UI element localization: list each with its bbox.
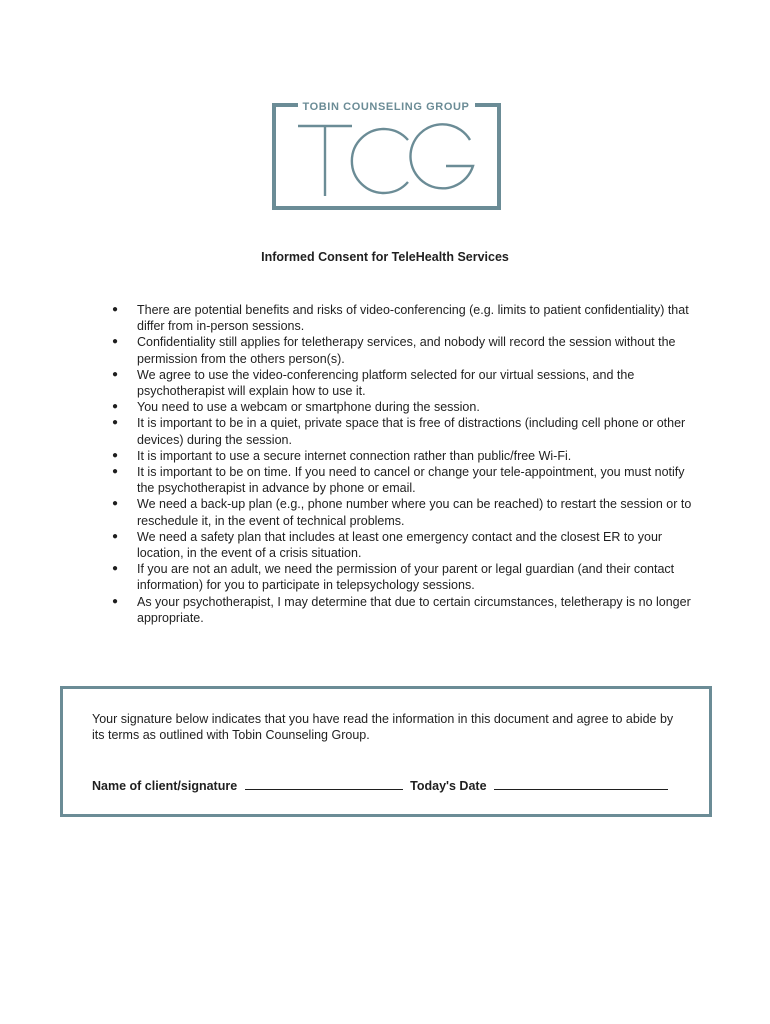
bullet-text: Confidentiality still applies for teletherapy services, and nobody will record the session without the permission from the others person(s). xyxy=(137,335,676,366)
consent-bullet-item xyxy=(112,594,692,626)
bullet-dot-icon: ● xyxy=(112,530,119,542)
bullet-text: We agree to use the video-conferencing platform selected for our virtual sessions, and the psychotherapist will explain how to use it. xyxy=(137,367,635,399)
consent-bullet-item xyxy=(112,334,692,366)
bullet-text: As your psychotherapist, I may determine that due to certain circumstances, teletherapy is no longer appropriate. xyxy=(137,594,691,625)
bullet-dot-icon: ● xyxy=(112,563,119,575)
document-title: Informed Consent for TeleHealth Services xyxy=(261,250,509,264)
tcg-logo xyxy=(270,96,502,212)
signature-statement: Your signature below indicates that you have read the information in this document and agree to abide by its terms as outlined with Tobin Counseling Group. xyxy=(92,712,674,742)
bullet-text: It is important to be on time. If you need to cancel or change your tele-appointment, you must notify the psychotherapist in advance by phone or email. xyxy=(137,465,685,496)
bullet-dot-icon: ● xyxy=(112,466,119,478)
consent-bullet-item xyxy=(112,561,692,593)
consent-bullet-item xyxy=(112,399,692,415)
bullet-text: If you are not an adult, we need the permission of your parent or legal guardian (and their contact information) for you to participate in telepsychology sessions. xyxy=(137,562,675,593)
consent-bullet-item xyxy=(112,496,692,528)
signature-line xyxy=(92,777,672,793)
consent-bullet-item xyxy=(112,302,692,334)
bullet-text: You need to use a webcam or smartphone during the session. xyxy=(137,400,480,415)
consent-bullet-list xyxy=(112,302,692,626)
client-signature-field[interactable] xyxy=(245,777,403,790)
bullet-dot-icon: ● xyxy=(112,304,119,315)
tcg-logo-graphic xyxy=(270,96,502,212)
bullet-text: It is important to be in a quiet, private space that is free of distractions (including cell phone or other devices) during the session. xyxy=(137,416,686,447)
bullet-dot-icon: ● xyxy=(112,449,119,461)
client-signature-label: Name of client/signature xyxy=(92,779,238,793)
bullet-dot-icon: ● xyxy=(112,368,119,380)
bullet-dot-icon: ● xyxy=(112,595,119,607)
todays-date-label: Today's Date xyxy=(410,779,487,793)
consent-bullet-item xyxy=(112,529,692,561)
bullet-dot-icon: ● xyxy=(112,498,119,510)
logo-org-name: TOBIN COUNSELING GROUP xyxy=(302,101,470,113)
bullet-dot-icon: ● xyxy=(112,417,119,429)
bullet-text: There are potential benefits and risks of video-conferencing (e.g. limits to patient confidentiality) that differ from in-person sessions. xyxy=(137,303,689,334)
consent-bullet-item xyxy=(112,367,692,399)
consent-bullet-item xyxy=(112,464,692,496)
bullet-dot-icon: ● xyxy=(112,401,119,413)
consent-bullet-item xyxy=(112,415,692,447)
signature-box xyxy=(60,686,712,817)
bullet-dot-icon: ● xyxy=(112,336,119,348)
bullet-text: We need a back-up plan (e.g., phone number where you can be reached) to restart the session or to reschedule it, in the event of technical problems. xyxy=(137,497,692,528)
consent-bullet-item xyxy=(112,448,692,464)
bullet-text: We need a safety plan that includes at least one emergency contact and the closest ER to your location, in the event of a crisis situation. xyxy=(137,529,663,561)
bullet-text: It is important to use a secure internet connection rather than public/free Wi-Fi. xyxy=(137,448,572,463)
todays-date-field[interactable] xyxy=(494,777,668,790)
